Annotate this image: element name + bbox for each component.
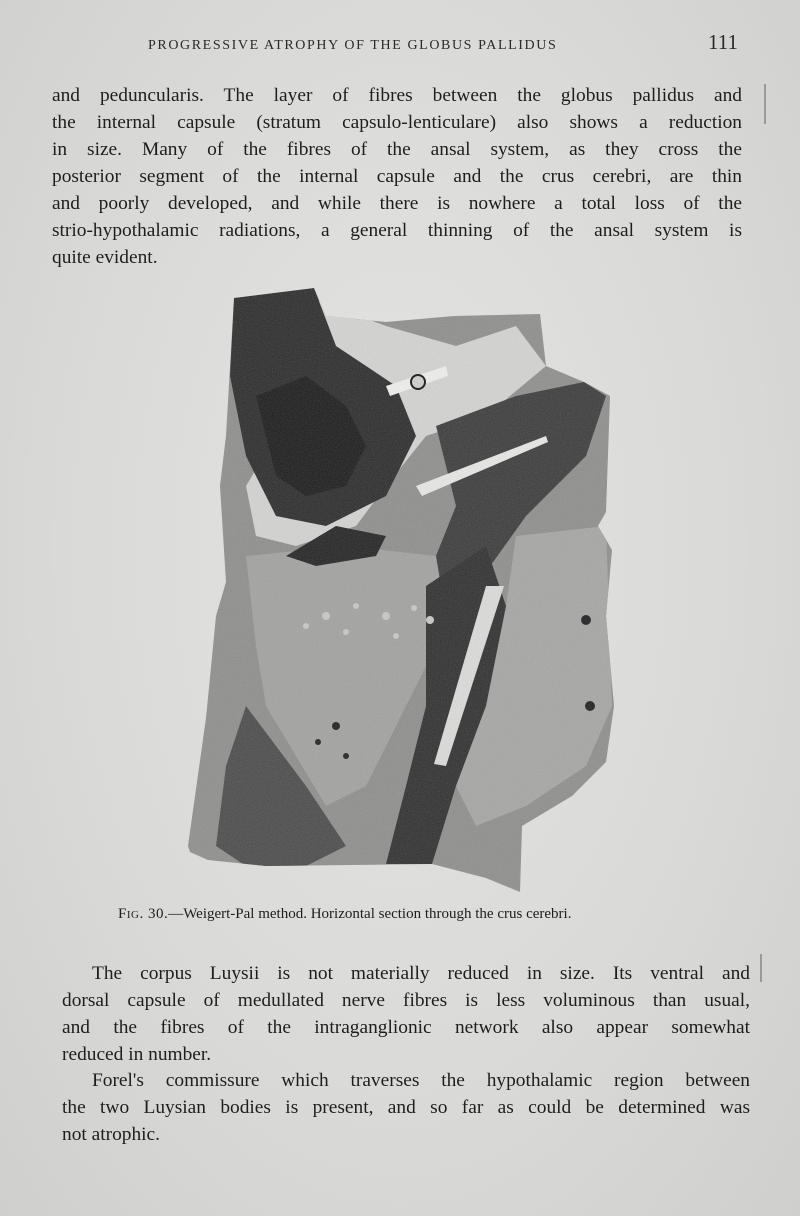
paragraph-corpus-luysii	[62, 960, 750, 1068]
paragraph-forels-commissure	[62, 1067, 750, 1148]
figure-label: Fig. 30.	[118, 906, 169, 922]
text-line: reduced in number.	[62, 1044, 212, 1065]
text-line: in size. Many of the fibres of the ansal system, as they cross the	[52, 139, 742, 160]
text-line: dorsal capsule of medullated nerve fibres is less voluminous than usual,	[62, 990, 750, 1011]
margin-mark	[760, 954, 762, 982]
figure-caption	[118, 906, 718, 923]
text-line: strio-hypothalamic radiations, a general thinning of the ansal system is	[52, 220, 742, 241]
brain-section-image	[186, 286, 616, 894]
text-line: the two Luysian bodies is present, and so far as could be determined was	[62, 1097, 750, 1118]
text-line: posterior segment of the internal capsule and the crus cerebri, are thin	[52, 166, 742, 187]
figure-caption-text: —Weigert-Pal method. Horizontal section through the crus cerebri.	[168, 906, 572, 922]
text-line: quite evident.	[52, 247, 158, 268]
page-number: 111	[708, 30, 738, 54]
page-header	[148, 30, 748, 60]
text-line: and peduncularis. The layer of fibres between the globus pallidus and	[52, 85, 742, 106]
figure-histology-section	[186, 286, 616, 894]
text-line: the internal capsule (stratum capsulo-lenticulare) also shows a reduction	[52, 112, 742, 133]
text-line: not atrophic.	[62, 1124, 161, 1145]
running-head: PROGRESSIVE ATROPHY OF THE GLOBUS PALLIDUS	[148, 38, 558, 53]
text-line: The corpus Luysii is not materially reduced in size. Its ventral and	[92, 963, 750, 984]
text-line: and poorly developed, and while there is nowhere a total loss of the	[52, 193, 742, 214]
text-line: Forel's commissure which traverses the hypothalamic region between	[92, 1070, 750, 1091]
text-line: and the fibres of the intraganglionic network also appear somewhat	[62, 1017, 750, 1038]
margin-mark	[764, 84, 766, 124]
paragraph-ansal-system	[52, 82, 742, 271]
